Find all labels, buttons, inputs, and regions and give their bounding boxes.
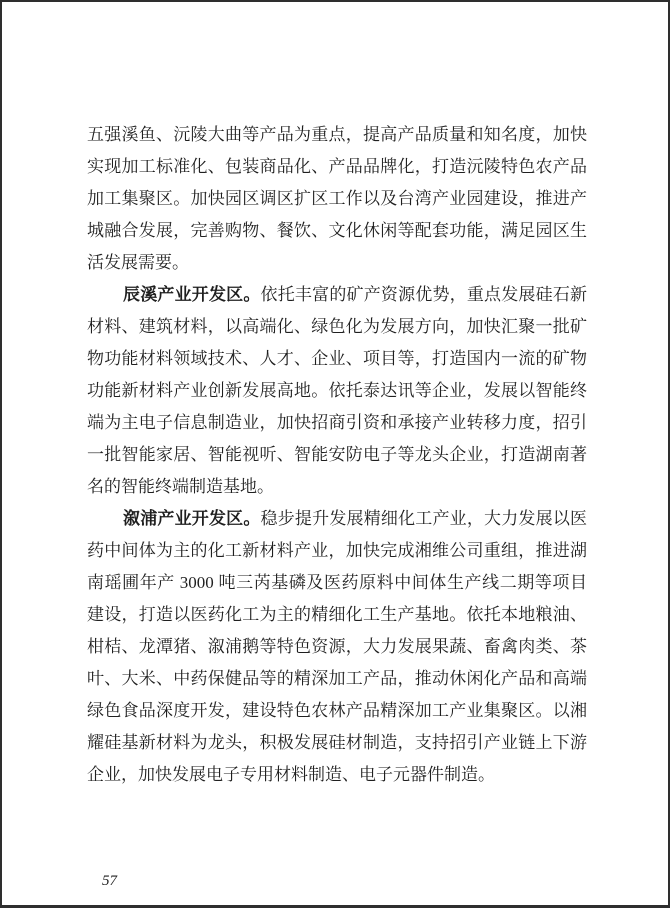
paragraph-text: 五强溪鱼、沅陵大曲等产品为重点，提高产品质量和知名度，加快实现加工标准化、包装商品化、产品品牌化，打造沅陵特色农产品加工集聚区。加快园区调区扩区工作以及台湾产业园建设，推进产城融合发展，完善购物、餐饮、文化休闲等配套功能，满足园区生活发展需要。 <box>87 125 587 272</box>
paragraph <box>87 279 587 503</box>
paragraph-lead: 溆浦产业开发区。 <box>123 509 261 528</box>
paragraph <box>87 503 587 791</box>
paragraph-lead: 辰溪产业开发区。 <box>123 285 261 304</box>
paragraph-text: 依托丰富的矿产资源优势，重点发展硅石新材料、建筑材料，以高端化、绿色化为发展方向，加快汇聚一批矿物功能材料领域技术、人才、企业、项目等，打造国内一流的矿物功能新材料产业创新发展高地。依托泰达讯等企业，发展以智能终端为主电子信息制造业，加快招商引资和承接产业转移力度，招引一批智能家居、智能视听、智能安防电子等龙头企业，打造湖南著名的智能终端制造基地。 <box>87 285 588 496</box>
paragraph <box>87 119 587 279</box>
paragraph-text: 稳步提升发展精细化工产业，大力发展以医药中间体为主的化工新材料产业，加快完成湘维公司重组，推进湖南瑶圃年产 3000 吨三芮基磷及医药原料中间体生产线二期等项目建设，打造以医药化工为主的精细化工生产基地。依托本地粮油、柑桔、龙潭猪、溆浦鹅等特色资源，大力发展果蔬、畜禽肉类、茶叶、大米、中药保健品等的精深加工产品，推动休闲化产品和高端绿色食品深度开发，建设特色农林产品精深加工产业集聚区。以湘耀硅基新材料为龙头，积极发展硅材制造，支持招引产业链上下游企业，加快发展电子专用材料制造、电子元器件制造。 <box>87 509 588 784</box>
page-number: 57 <box>102 873 117 889</box>
body-text <box>87 119 587 791</box>
